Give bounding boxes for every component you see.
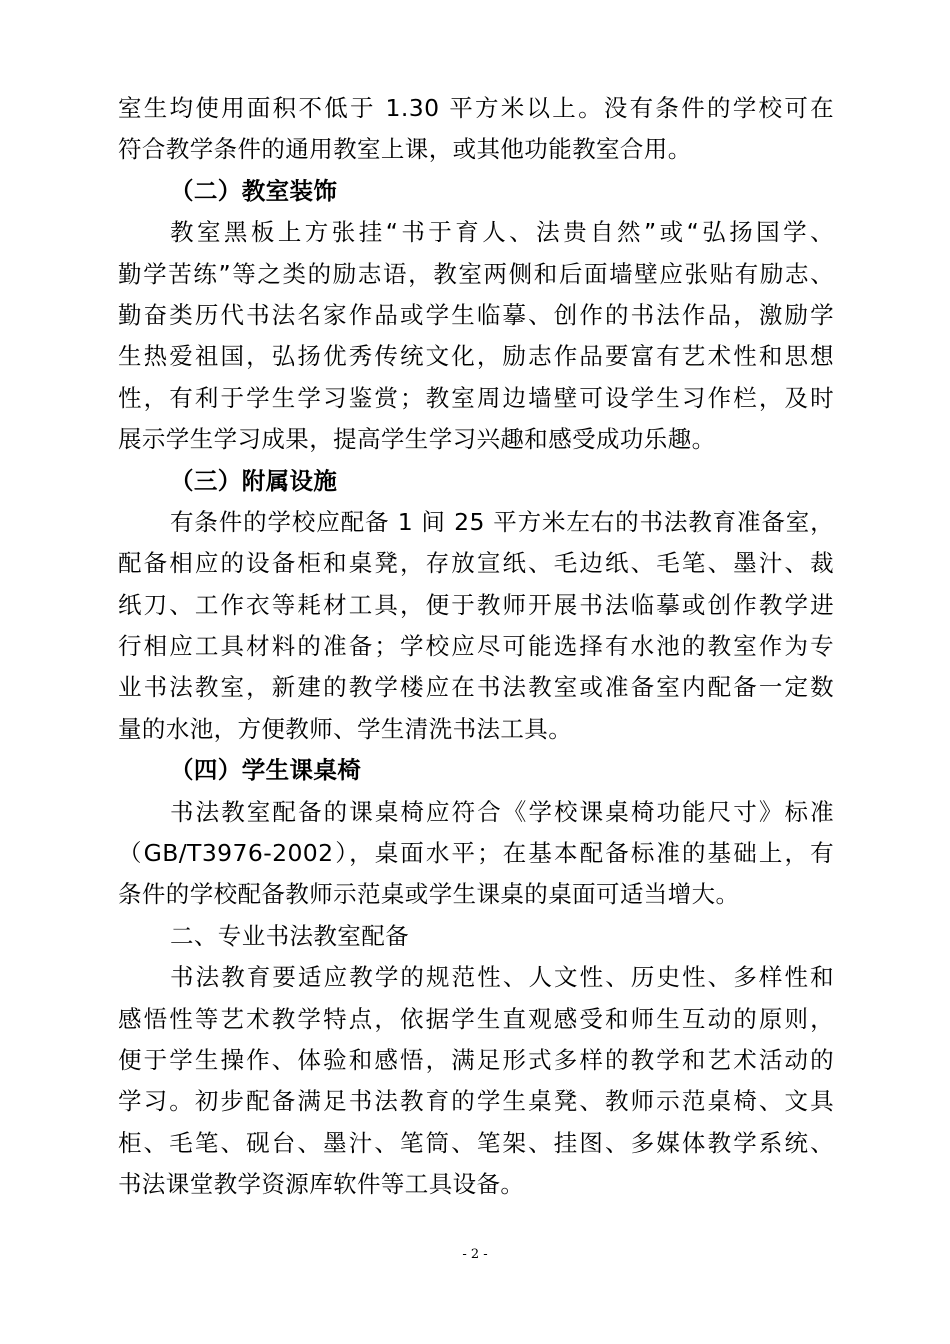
paragraph-line: 勤奋类历代书法名家作品或学生临摹、创作的书法作品，激励学 (118, 300, 834, 329)
paragraph-line: 行相应工具材料的准备；学校应尽可能选择有水池的教室作为专 (118, 632, 834, 661)
paragraph-line: 业书法教室，新建的教学楼应在书法教室或准备室内配备一定数 (118, 673, 834, 702)
paragraph-line: 书法教育要适应教学的规范性、人文性、历史性、多样性和 (170, 963, 834, 992)
paragraph-line: 量的水池，方便教师、学生清洗书法工具。 (118, 714, 573, 743)
paragraph-line: 书法教室配备的课桌椅应符合《学校课桌椅功能尺寸》标准 (170, 797, 834, 826)
paragraph-line: （GB/T3976-2002），桌面水平；在基本配备标准的基础上，有 (118, 839, 834, 868)
paragraph-line: 符合教学条件的通用教室上课，或其他功能教室合用。 (118, 135, 692, 164)
paragraph-line: 条件的学校配备教师示范桌或学生课桌的桌面可适当增大。 (118, 880, 740, 909)
page-number: - 2 - (462, 1247, 488, 1262)
chapter-heading: 二、专业书法教室配备 (170, 921, 409, 950)
paragraph-line: 柜、毛笔、砚台、墨汁、笔筒、笔架、挂图、多媒体教学系统、 (118, 1128, 834, 1157)
paragraph-line: 室生均使用面积不低于 1.30 平方米以上。没有条件的学校可在 (118, 94, 834, 122)
paragraph-line: 勤学苦练”等之类的励志语，教室两侧和后面墙壁应张贴有励志、 (118, 259, 834, 288)
document-body (118, 88, 834, 1206)
paragraph-line: 书法课堂教学资源库软件等工具设备。 (118, 1170, 525, 1199)
paragraph-line: 配备相应的设备柜和桌凳，存放宣纸、毛边纸、毛笔、墨汁、裁 (118, 549, 834, 578)
section-heading: （四）学生课桌椅 (170, 756, 362, 785)
paragraph-line: 纸刀、工作衣等耗材工具，便于教师开展书法临摹或创作教学进 (118, 590, 834, 619)
paragraph-line: 生热爱祖国，弘扬优秀传统文化，励志作品要富有艺术性和思想 (118, 342, 834, 371)
paragraph-line: 便于学生操作、体验和感悟，满足形式多样的教学和艺术活动的 (118, 1045, 834, 1074)
paragraph-line: 学习。初步配备满足书法教育的学生桌凳、教师示范桌椅、文具 (118, 1087, 834, 1116)
paragraph-line: 性，有利于学生学习鉴赏；教室周边墙壁可设学生习作栏，及时 (118, 383, 834, 412)
section-heading: （二）教室装饰 (170, 176, 338, 205)
paragraph-line: 有条件的学校应配备 1 间 25 平方米左右的书法教育准备室， (170, 507, 834, 536)
section-heading: （三）附属设施 (170, 466, 338, 495)
paragraph-line: 感悟性等艺术教学特点，依据学生直观感受和师生互动的原则， (118, 1004, 834, 1033)
paragraph-line: 展示学生学习成果，提高学生学习兴趣和感受成功乐趣。 (118, 425, 716, 454)
paragraph-line: 教室黑板上方张挂“书于育人、法贵自然”或“弘扬国学、 (170, 218, 834, 247)
